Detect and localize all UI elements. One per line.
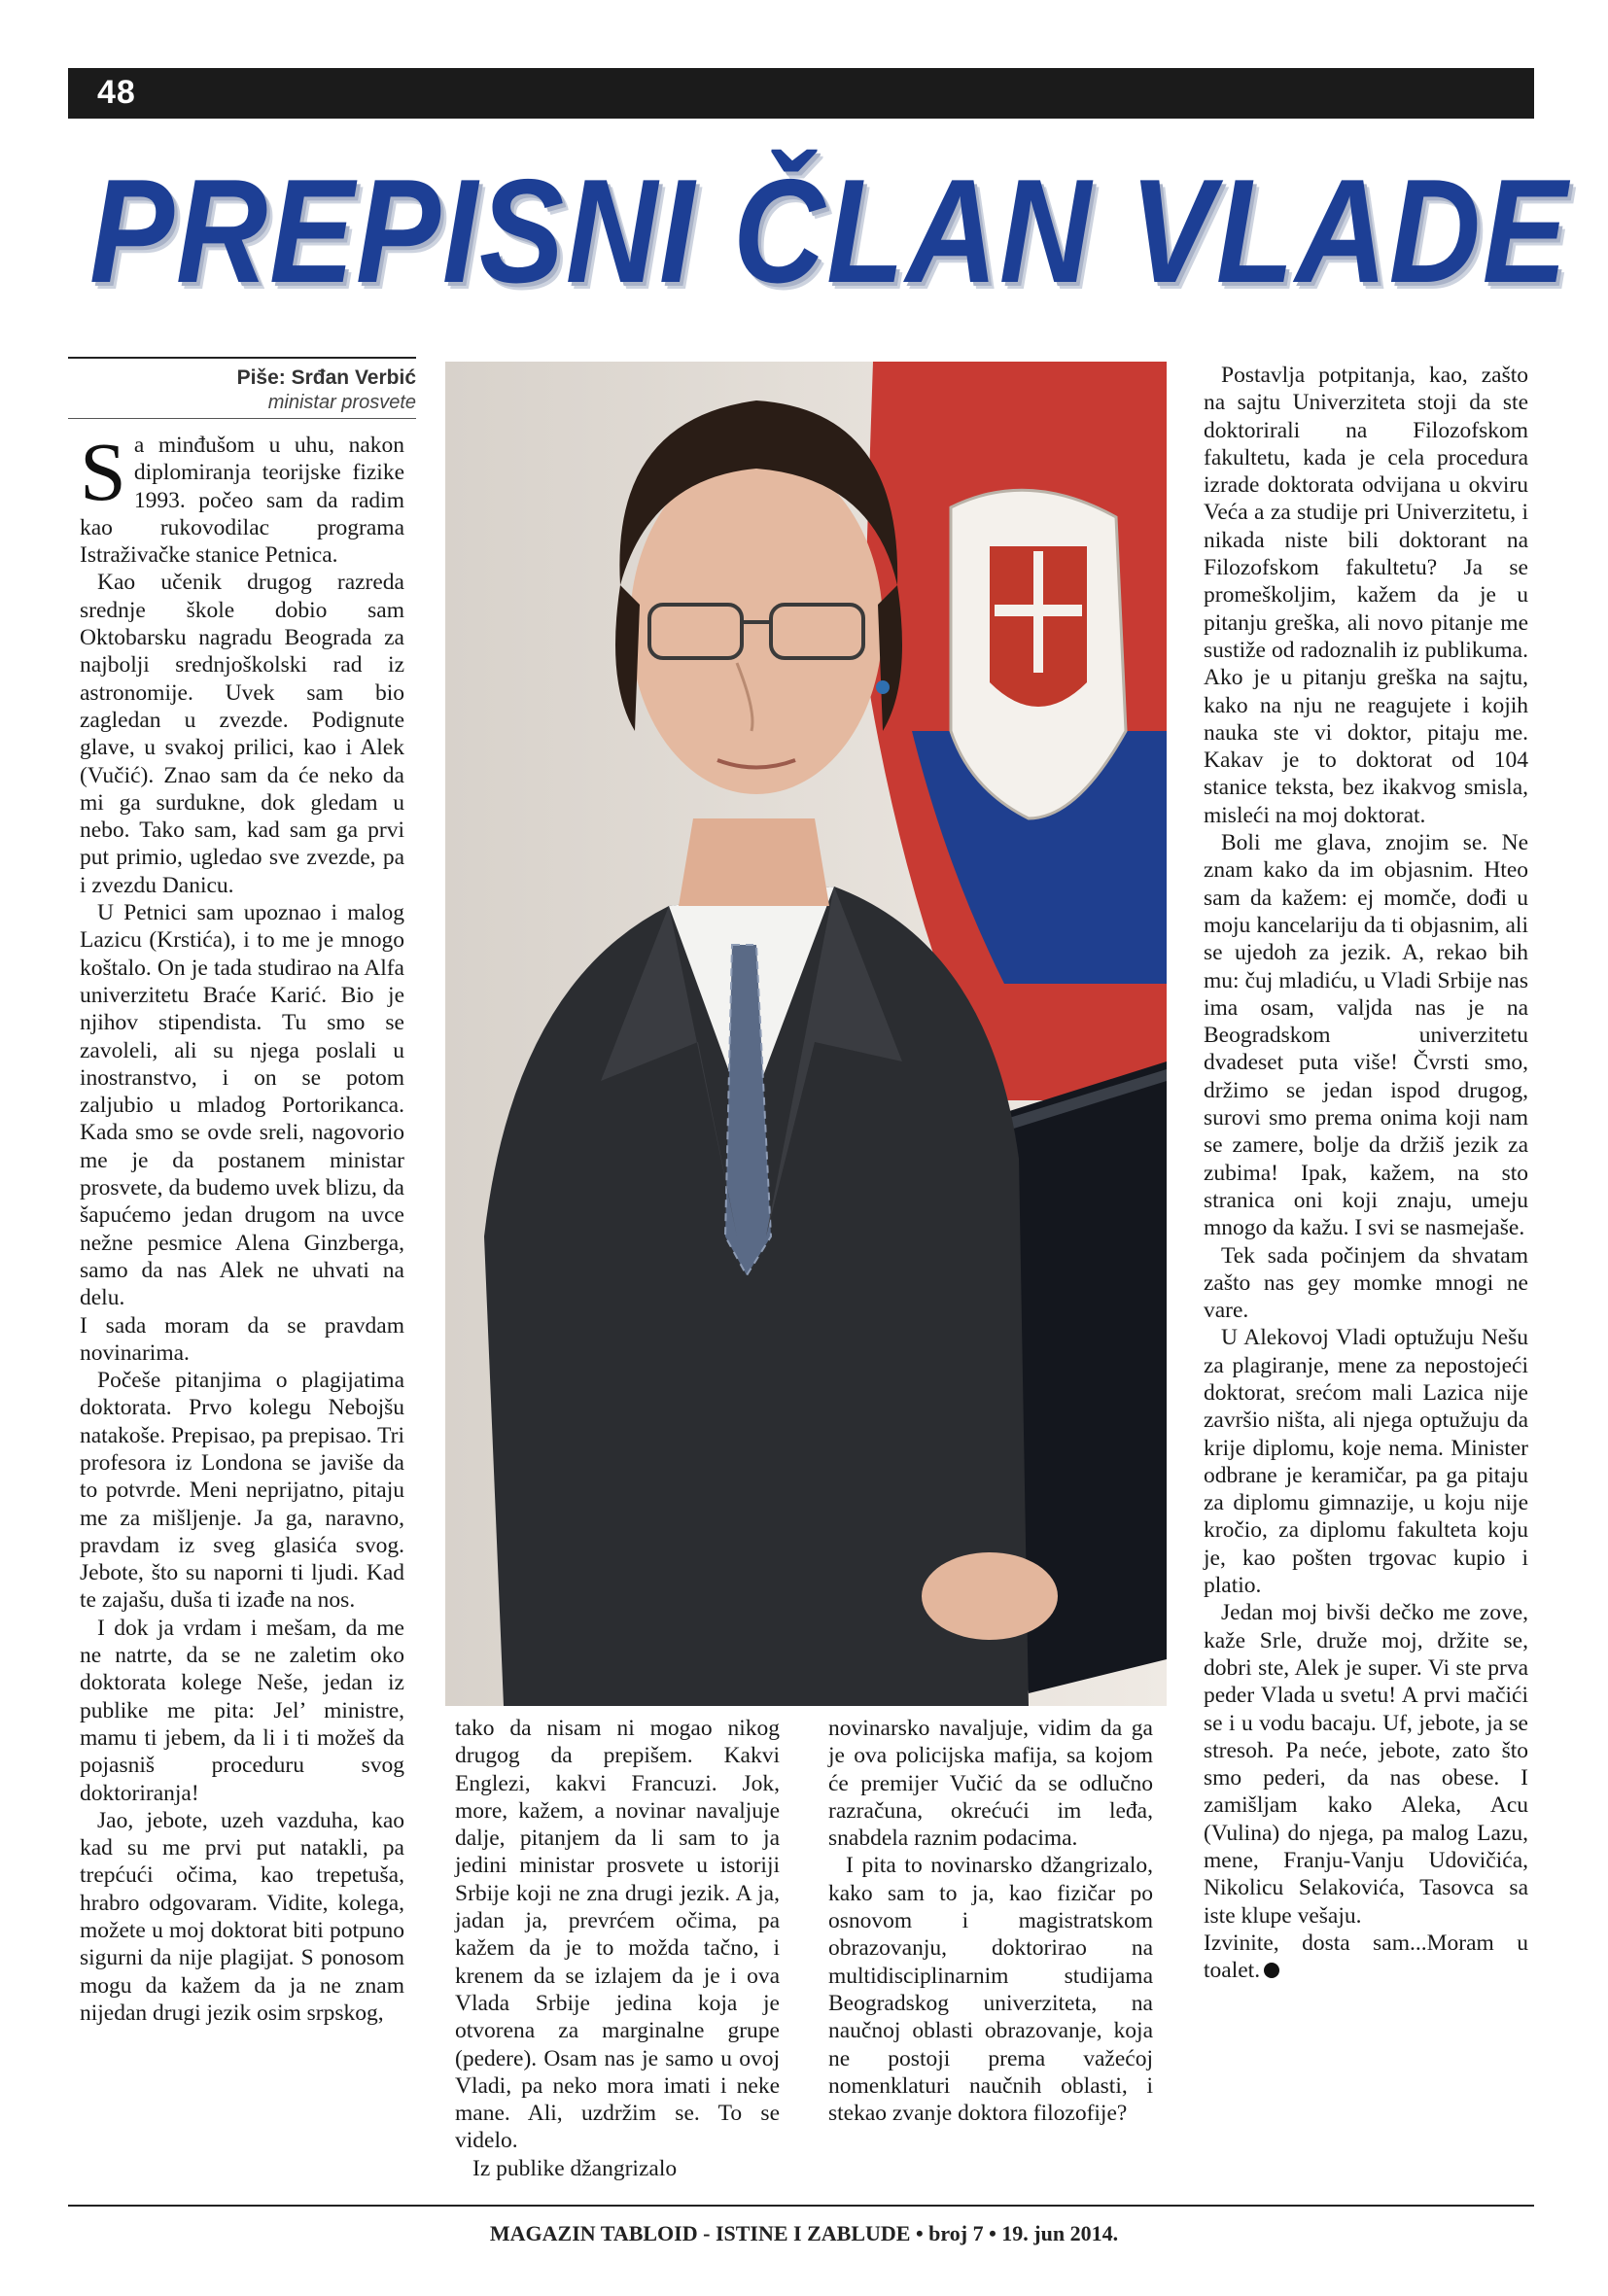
article-column-1 xyxy=(80,425,404,2027)
footer-rule xyxy=(68,2205,1534,2207)
article-headline: PREPISNI ČLAN VLADE xyxy=(89,149,1569,314)
page-number: 48 xyxy=(97,74,136,111)
paragraph: Kao učenik drugog razreda srednje škole dobio sam Oktobarsku nagradu Beograda za najbolji srednjoškolski rad iz astronomije. Uvek sam bio zagledan u zvezde. Podignute glave, u svakoj prilici, kao i Alek (Vučić). Znao sam da će neko da mi ga surdukne, dok gledam u nebo. Tako sam, kad sam ga prvi put primio, ugledao sve zvezde, pa i zvezdu Danicu. xyxy=(80,570,404,898)
end-mark-icon xyxy=(1264,1963,1279,1978)
byline-author: Piše: Srđan Verbić xyxy=(236,366,416,389)
byline xyxy=(68,357,416,419)
paragraph: Postavlja potpitanja, kao, zašto na sajtu Univerziteta stoji da ste doktorirali na Filozofskom fakultetu, kada je cela procedura izrade doktorata odvijana u okviru Veća a za studije pri Univerzitetu, i nikada niste bili doktorant na Filozofskom fakultetu? Ja se promeškoljim, kažem da je u pitanju greška, ali novo pitanje me sustiže od radoznalih iz publikuma. Ako je u pitanju greška na sajtu, kako na nju ne reagujete i kojih nauka ste vi doktor, pitaju me. Kakav je to doktorat od 104 stanice teksta, bez ikakvog smisla, misleći na moj doktorat. xyxy=(1204,363,1528,828)
article-column-3 xyxy=(828,1715,1153,2127)
paragraph: Jao, jebote, uzeh vazduha, kao kad su me prvi put natakli, pa trepćući očima, kao trepetuša, hrabro odgovaram. Vidite, kolega, možete u moj doktorat biti potpuno sigurni da nije plagijat. S ponosom mogu da kažem da ja ne znam nijedan drugi jezik osim srpskog, xyxy=(80,1807,404,2026)
paragraph: Jedan moj bivši dečko me zove, kaže Srle, druže moj, držite se, dobri ste, Alek je super. Vi ste prva peder Vlada u svetu! A prvi mačići se i u vodu bacaju. Uf, jebote, ja se stresoh. Pa neće, jebote, zato što smo pederi, da nas obese. I zamišljam kako Aleka, Acu (Vulina) do njega, pa malog Lazu, mene, Franju-Vanju Udovičića, Nikolicu Selakovića, Tasovca sa iste klupe vešaju. xyxy=(1204,1600,1528,1929)
page-header-bar xyxy=(68,68,1534,119)
minister-portrait-illustration xyxy=(445,362,1167,1706)
article-photo xyxy=(445,362,1167,1706)
paragraph: Izvinite, dosta sam...Moram u toalet. xyxy=(1204,1930,1528,1984)
paragraph: I pita to novinarsko džangrizalo, kako sam to ja, kao fizičar po osnovom i magistratskom obrazovanju, doktorirao na multidisciplinarnim studijama Beogradskog univerziteta, na naučnoj oblasti obrazovanje, koja ne postoji prema važećoj nomenklaturi naučnih oblasti, i stekao zvanje doktora filozofije? xyxy=(828,1853,1153,2127)
paragraph: Iz publike džangrizalo xyxy=(472,2155,678,2181)
paragraph: Tek sada počinjem da shvatam zašto nas gey momke mnogi ne vare. xyxy=(1204,1242,1528,1324)
drop-cap: S xyxy=(80,425,126,518)
article-column-4 xyxy=(1204,362,1528,1985)
byline-role: ministar prosvete xyxy=(68,392,416,419)
page-footer: MAGAZIN TABLOID - ISTINE I ZABLUDE • broj 7 • 19. jun 2014. xyxy=(489,2221,1119,2245)
paragraph: tako da nisam ni mogao nikog drugog da prepišem. Kakvi Englezi, kakvi Francuzi. Jok, more, kažem, a novinar navaljuje dalje, pitanjem da li sam to ja jedini ministar prosvete u istoriji Srbije koji ne zna drugi jezik. A ja, jadan ja, prevrćem očima, pa kažem da je to možda tačno, i krenem da se izlajem da je i ova Vlada Srbije jedina koja je otvorena za marginalne grupe (pedere). Osam nas je samo u ovoj Vladi, pa neko mora imati i neke mane. Ali, uzdržim se. To se videlo. xyxy=(455,1716,780,2154)
paragraph: I dok ja vrdam i mešam, da me ne natrte, da se ne zaletim oko doktorata kolege Neše, jedan iz publike me pita: Jel’ ministre, mamu ti jebem, da li i ti možeš da pojasniš proceduru svog doktoriranja! xyxy=(80,1615,404,1806)
paragraph: novinarsko navaljuje, vidim da ga je ova policijska mafija, sa kojom će premijer Vučić da se odlučno razračuna, okrećući im leđa, snabdela raznim podacima. xyxy=(828,1716,1153,1852)
paragraph: Sa minđušom u uhu, nakon diplomiranja teorijske fizike 1993. počeo sam da radim kao rukovodilac programa Istraživačke stanice Petnica. xyxy=(80,425,404,569)
paragraph: I sada moram da se pravdam novinarima. xyxy=(80,1312,404,1366)
paragraph: U Petnici sam upoznao i malog Lazicu (Krstića), i to me je mnogo koštalo. On je tada studirao na Alfa univerzitetu Braće Karić. Bio je njihov stipendista. Tu smo se zavoleli, ali su njega poslali u inostranstvo, i on se potom zaljubio u mladog Portorikanca. Kada smo se ovde sreli, nagovorio me je da postanem ministar prosvete, da budemo uvek blizu, da šapućemo jedan drugom na uvce nežne pesmice Alena Ginzberga, samo da nas Alek ne uhvati na delu. xyxy=(80,900,404,1311)
article-column-2 xyxy=(455,1715,780,2182)
paragraph: U Alekovoj Vladi optužuju Nešu za plagiranje, mene za nepostojeći doktorat, srećom mali Lazica nije završio ništa, ali njega optužuju da krije diplomu, koje nema. Minister odbrane je keramičar, pa ga pitaju za diplomu gimnazije, u koju nije kročio, za diplomu fakulteta koju je, kao pošten trgovac kupio i platio. xyxy=(1204,1325,1528,1599)
paragraph: Boli me glava, znojim se. Ne znam kako da im objasnim. Hteo sam da kažem: ej momče, dođi u moju kancelariju da ti objasnim, ali se ujedoh za jezik. A, rekao bih mu: čuj mladiću, u Vladi Srbije nas ima osam, valjda nas je na Beogradskom univerzitetu dvadeset puta više! Čvrsti smo, držimo se jedan ispod drugog, surovi smo prema onima koji nam se zamere, bolje da držiš jezik za zubima! Ipak, kažem, na sto stranica oni koji znaju, umeju mnogo da kažu. I svi se nasmejaše. xyxy=(1204,830,1528,1241)
paragraph: Počeše pitanjima o plagijatima doktorata. Prvo kolegu Nebojšu natakoše. Prepisao, pa prepisao. Tri profesora iz Londona se javiše da to potvrde. Meni neprijatno, pitaju me za mišljenje. Ja ga, naravno, pravdam iz sveg glasića svog. Jebote, što su naporni ti ljudi. Kad te zajašu, duša ti izađe na nos. xyxy=(80,1368,404,1614)
